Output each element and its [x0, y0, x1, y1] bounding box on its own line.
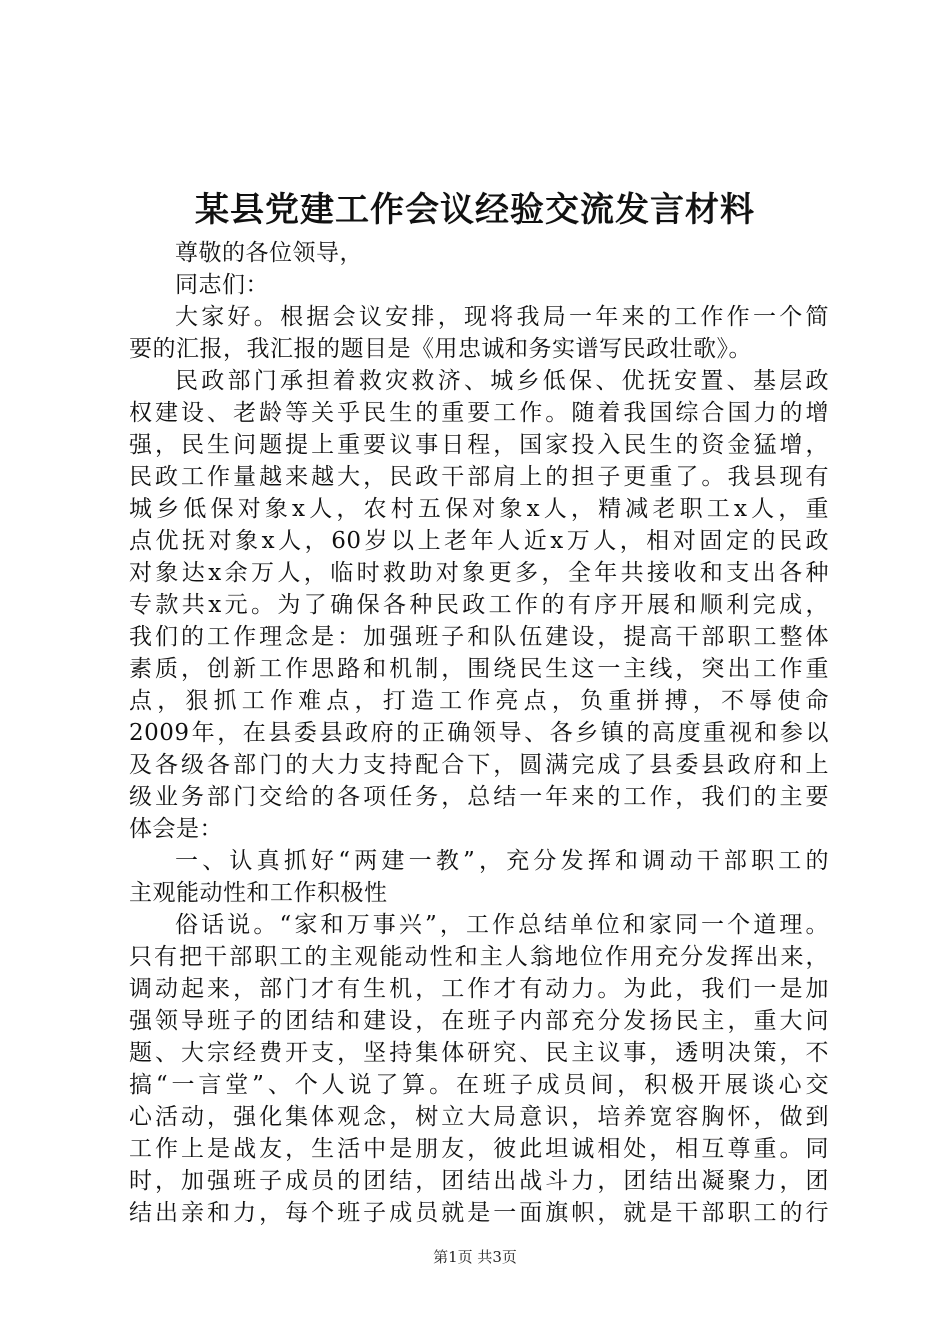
body-line: 俗话说。“家和万事兴”，工作总结单位和家同一个道理。	[175, 912, 829, 938]
page-number: 第1页 共3页	[433, 1248, 517, 1266]
body-line: 结出亲和力，每个班子成员就是一面旗帜，就是干部职工的行	[129, 1200, 829, 1226]
body-line: 民政部门承担着救灾救济、城乡低保、优抚安置、基层政	[175, 368, 829, 394]
salutation-line: 尊敬的各位领导，	[175, 240, 363, 266]
body-line: 民政工作量越来越大，民政干部肩上的担子更重了。我县现有	[129, 464, 829, 490]
body-line: 心活动，强化集体观念，树立大局意识，培养宽容胸怀，做到	[129, 1104, 829, 1130]
body-line: 时，加强班子成员的团结，团结出战斗力，团结出凝聚力，团	[129, 1168, 829, 1194]
body-line: 要的汇报，我汇报的题目是《用忠诚和务实谱写民政壮歌》。	[129, 336, 752, 362]
body-line: 点优抚对象x人，60岁以上老年人近x万人，相对固定的民政	[129, 528, 829, 554]
body-line: 只有把干部职工的主观能动性和主人翁地位作用充分发挥出来，	[129, 944, 829, 970]
body-line: 体会是：	[129, 816, 223, 842]
body-line: 专款共x元。为了确保各种民政工作的有序开展和顺利完成，	[129, 592, 829, 618]
body-line: 调动起来，部门才有生机，工作才有动力。为此，我们一是加	[129, 976, 829, 1002]
body-line: 强，民生问题提上重要议事日程，国家投入民生的资金猛增，	[129, 432, 829, 458]
document-body	[129, 237, 829, 1229]
body-line: 级业务部门交给的各项任务，总结一年来的工作，我们的主要	[129, 784, 829, 810]
body-line: 强领导班子的团结和建设，在班子内部充分发扬民主，重大问	[129, 1008, 829, 1034]
body-line: 题、大宗经费开支，坚持集体研究、民主议事，透明决策，不	[129, 1040, 829, 1066]
body-line: 城乡低保对象x人，农村五保对象x人，精减老职工x人，重	[129, 496, 829, 522]
salutation-line: 同志们：	[175, 272, 269, 298]
section-heading-line: 一、认真抓好“两建一教”，充分发挥和调动干部职工的	[175, 848, 829, 874]
body-line: 我们的工作理念是：加强班子和队伍建设，提高干部职工整体	[129, 624, 829, 650]
body-line: 搞“一言堂”、个人说了算。在班子成员间，积极开展谈心交	[129, 1072, 829, 1098]
body-line: 2009年，在县委县政府的正确领导、各乡镇的高度重视和参以	[129, 720, 829, 746]
body-line: 素质，创新工作思路和机制，围绕民生这一主线，突出工作重	[129, 656, 829, 682]
body-line: 大家好。根据会议安排，现将我局一年来的工作作一个简	[175, 304, 829, 330]
body-line: 工作上是战友，生活中是朋友，彼此坦诚相处，相互尊重。同	[129, 1136, 829, 1162]
section-heading-line: 主观能动性和工作积极性	[129, 880, 388, 906]
body-line: 及各级各部门的大力支持配合下，圆满完成了县委县政府和上	[129, 752, 829, 778]
document-title: 某县党建工作会议经验交流发言材料	[195, 190, 755, 230]
body-line: 点，狠抓工作难点，打造工作亮点，负重拼搏，不辱使命	[129, 688, 829, 714]
body-line: 对象达x余万人，临时救助对象更多，全年共接收和支出各种	[129, 560, 829, 586]
body-line: 权建设、老龄等关乎民生的重要工作。随着我国综合国力的增	[129, 400, 829, 426]
